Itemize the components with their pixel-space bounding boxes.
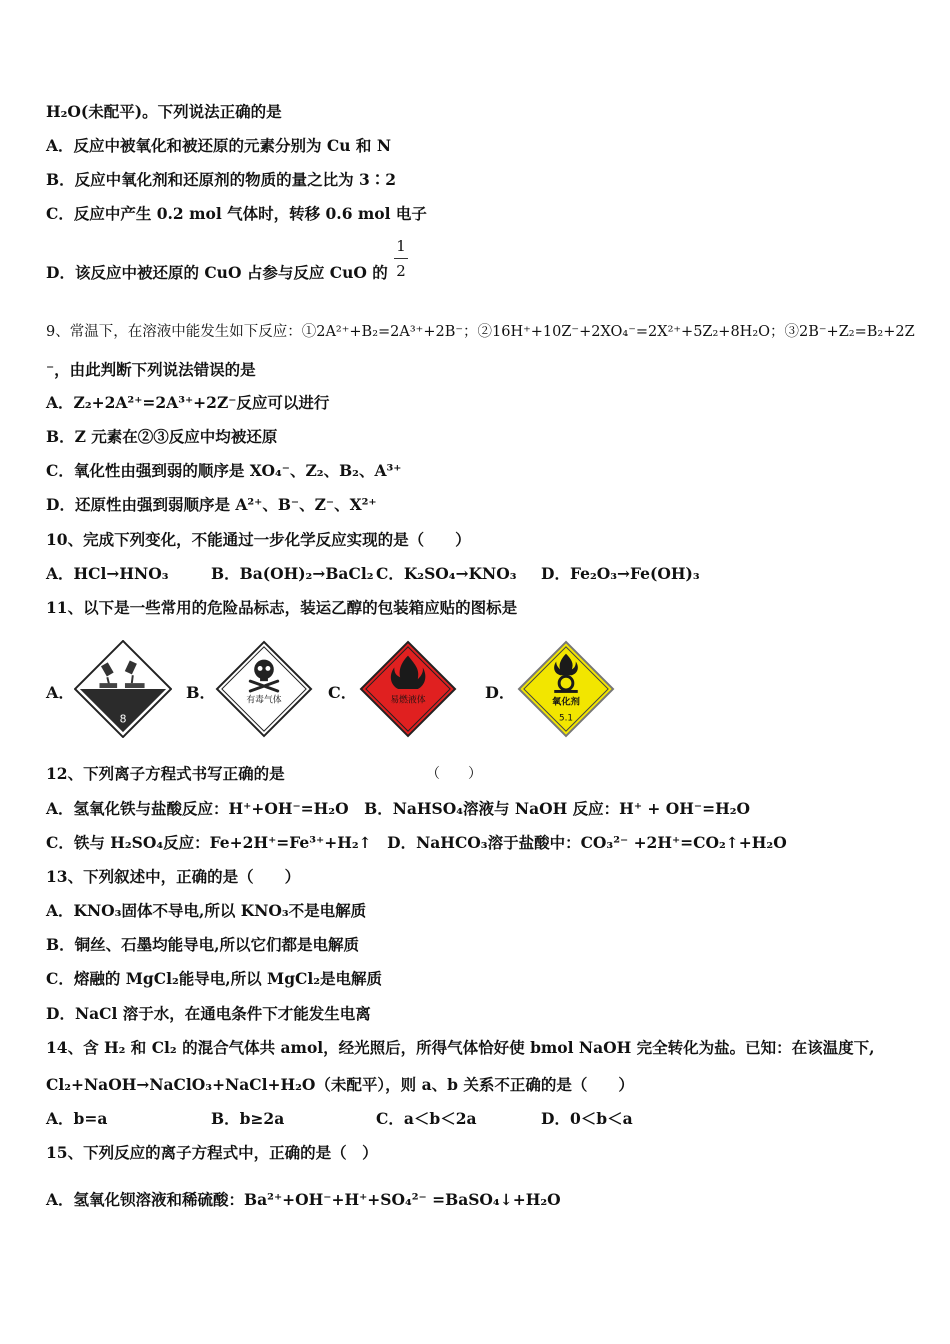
toxic-gas-sign-text: 有毒气体 [246, 695, 282, 706]
q9-option-b: B．Z 元素在②③反应中均被还原 [46, 427, 278, 446]
q14-option-b: B．b≥2a [211, 1109, 285, 1128]
q12-stem [46, 764, 482, 784]
flammable-liquid-sign-text: 易燃液体 [390, 695, 426, 706]
q9-option-d: D．还原性由强到弱顺序是 A²⁺、B⁻、Z⁻、X²⁺ [46, 495, 377, 514]
q13-option-a: A．KNO₃固体不导电,所以 KNO₃不是电解质 [46, 901, 367, 920]
q11-label-c: C． [328, 683, 357, 702]
q11-label-d: D． [485, 683, 515, 702]
q14-stem-line2: Cl₂+NaOH→NaClO₃+NaCl+H₂O（未配平），则 a、b 关系不正确的是（ ） [46, 1075, 634, 1094]
q12-options-cd: C．铁与 H₂SO₄反应：Fe+2H⁺=Fe³⁺+H₂↑ D．NaHCO₃溶于盐酸中：CO₃²⁻ +2H⁺=CO₂↑+H₂O [46, 833, 787, 852]
q11-label-b: B． [186, 683, 216, 702]
q10-stem: 10、完成下列变化，不能通过一步化学反应实现的是（ ） [46, 530, 471, 549]
q15-option-a: A．氢氧化钡溶液和稀硫酸：Ba²⁺+OH⁻+H⁺+SO₄²⁻ =BaSO₄↓+H₂O [46, 1190, 561, 1209]
flammable-liquid-sign-icon [359, 640, 457, 738]
fraction-numerator: 1 [396, 237, 406, 255]
q10-option-c: C．K₂SO₄→KNO₃ [376, 564, 517, 583]
fraction-denominator: 2 [396, 262, 406, 280]
q14-stem-line1: 14、含 H₂ 和 Cl₂ 的混合气体共 amol，经光照后，所得气体恰好使 bmol NaOH 完全转化为盐。已知：在该温度下, [46, 1038, 875, 1057]
q13-stem: 13、下列叙述中，正确的是（ ） [46, 867, 301, 886]
oxidizer-sign-number: 5.1 [558, 713, 574, 724]
q13-option-c: C．熔融的 MgCl₂能导电,所以 MgCl₂是电解质 [46, 969, 383, 988]
q8-option-d: D．该反应中被还原的 CuO 占参与反应 CuO 的 [46, 263, 388, 282]
toxic-gas-sign-icon [215, 640, 313, 738]
q8-option-c: C．反应中产生 0.2 mol 气体时，转移 0.6 mol 电子 [46, 204, 427, 223]
q12-stem-text: 12、下列离子方程式书写正确的是 [46, 764, 285, 783]
q14-option-d: D．0＜b＜a [541, 1109, 633, 1128]
q12-answer-paren: （ ） [426, 766, 482, 782]
q9-option-c: C．氧化性由强到弱的顺序是 XO₄⁻、Z₂、B₂、A³⁺ [46, 461, 402, 480]
q10-options [46, 564, 700, 584]
q15-stem: 15、下列反应的离子方程式中，正确的是（ ） [46, 1143, 378, 1162]
q8-fraction [394, 236, 408, 281]
q11-stem: 11、以下是一些常用的危险品标志，装运乙醇的包装箱应贴的图标是 [46, 598, 518, 617]
q13-option-b: B．铜丝、石墨均能导电,所以它们都是电解质 [46, 935, 359, 954]
q10-option-d: D．Fe₂O₃→Fe(OH)₃ [541, 564, 700, 583]
q8-stem-tail: H₂O(未配平)。下列说法正确的是 [46, 102, 282, 121]
q14-option-a: A．b=a [46, 1109, 108, 1128]
q9-option-a: A．Z₂+2A²⁺=2A³⁺+2Z⁻反应可以进行 [46, 393, 330, 412]
q10-option-a: A．HCl→HNO₃ [46, 564, 169, 583]
q13-option-d: D．NaCl 溶于水，在通电条件下才能发生电离 [46, 1004, 371, 1023]
corrosive-sign-icon [74, 640, 172, 738]
q10-option-b: B．Ba(OH)₂→BaCl₂ [211, 564, 374, 583]
q9-stem-line1: 9、常温下，在溶液中能发生如下反应：①2A²⁺+B₂=2A³⁺+2B⁻；②16H⁺+10Z⁻+2XO₄⁻=2X²⁺+5Z₂+8H₂O；③2B⁻+Z₂=B₂+2Z [46, 324, 915, 340]
oxidizer-sign-icon [517, 640, 615, 738]
q9-stem-line2: ⁻，由此判断下列说法错误的是 [46, 360, 256, 379]
oxidizer-sign-text: 氧化剂 [552, 696, 580, 708]
q11-label-a: A． [46, 683, 75, 702]
q8-option-b: B．反应中氧化剂和还原剂的物质的量之比为 3∶2 [46, 170, 397, 189]
corrosive-sign-number: 8 [119, 712, 127, 726]
q14-options [46, 1109, 633, 1129]
q12-options-ab: A．氢氧化铁与盐酸反应：H⁺+OH⁻=H₂O B．NaHSO₄溶液与 NaOH 反应：H⁺ + OH⁻=H₂O [46, 799, 751, 818]
q14-option-c: C．a＜b＜2a [376, 1109, 477, 1128]
q8-option-a: A．反应中被氧化和被还原的元素分别为 Cu 和 N [46, 136, 391, 155]
fraction-bar [394, 258, 408, 259]
